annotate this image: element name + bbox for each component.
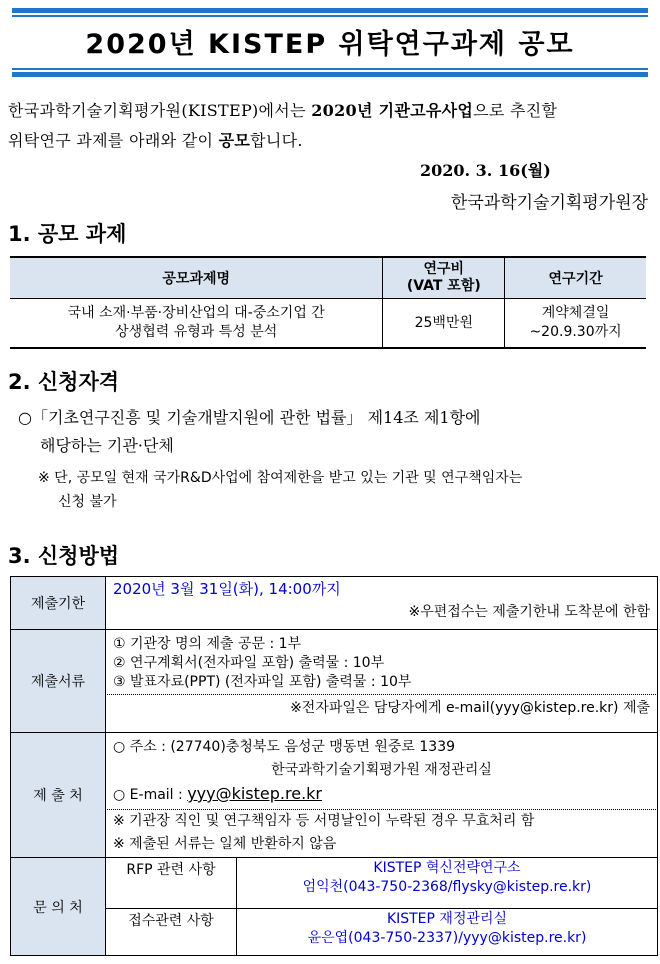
title-rule-bottom-thin: [12, 68, 648, 70]
page-title: 2020년 KISTEP 위탁연구과제 공모: [85, 29, 575, 60]
signature: 한국과학기술기획평가원장: [450, 193, 648, 213]
intro-bold-1: 2020년 기관고유사업: [311, 101, 474, 120]
section1-heading: 1. 공모 과제: [8, 222, 127, 246]
receipt-contact-org: KISTEP 재정관리실: [386, 911, 508, 927]
destination-notes: [107, 809, 656, 856]
eligibility-line1: ○「기초연구진흥 및 기술개발지원에 관한 법률」 제14조 제1항에: [18, 408, 481, 427]
intro-paragraph: [8, 96, 652, 156]
announcement-date: 2020. 3. 16(월): [420, 161, 551, 180]
deadline-cell: [106, 577, 658, 630]
eligibility-note: [38, 466, 650, 514]
address-line: ○ 주소 : (27740)충청북도 음성군 맹동면 원중로 1339: [113, 739, 456, 755]
receipt-contact: [237, 909, 658, 956]
header-budget: 연구비 (VAT 포함): [383, 257, 505, 299]
project-table: [10, 256, 646, 349]
table-row: [10, 299, 646, 349]
project-name-cell: [10, 299, 383, 349]
inquiry-label: 문 의 처: [11, 858, 106, 956]
deadline-note: ※우편접수는 제출기한내 도착분에 한함: [408, 604, 650, 620]
period-line1: 계약체결일: [541, 305, 610, 321]
documents-row: [11, 630, 658, 733]
application-table: [10, 576, 658, 956]
email-link[interactable]: yyy@kistep.re.kr: [187, 784, 322, 803]
title-rule-top-thin: [12, 15, 648, 17]
intro-text-4: 합니다.: [250, 131, 303, 150]
header-project-name: 공모과제명: [10, 257, 383, 299]
project-name-line1: 국내 소재·부품·장비산업의 대-중소기업 간: [67, 305, 325, 321]
intro-text-1: 한국과학기술기획평가원(KISTEP)에서는: [8, 101, 312, 120]
documents-label: 제출서류: [11, 630, 106, 733]
inquiry-row-receipt: [11, 909, 658, 956]
title-rule-top: [12, 8, 648, 13]
deadline-row: [11, 577, 658, 630]
section2-heading: 2. 신청자격: [8, 370, 120, 394]
eligibility-text: [18, 404, 650, 460]
document-item-1: ① 기관장 명의 제출 공문 : 1부: [113, 636, 302, 652]
section3-heading: 3. 신청방법: [8, 544, 120, 568]
destination-note-2: ※ 제출된 서류는 일체 반환하지 않음: [113, 836, 337, 852]
document-item-3: ③ 발표자료(PPT) (전자파일 포함) 출력물 : 10부: [113, 674, 412, 690]
destination-row: [11, 733, 658, 858]
rfp-contact: [237, 858, 658, 909]
period-cell: [505, 299, 646, 349]
eligibility-line2: 해당하는 기관·단체: [40, 436, 174, 455]
eligibility-note-line1: ※ 단, 공모일 현재 국가R&D사업에 참여제한을 받고 있는 기관 및 연구책임자는: [38, 470, 523, 486]
documents-list: [107, 631, 656, 694]
intro-text-3: 위탁연구 과제를 아래와 같이: [8, 131, 219, 150]
eligibility-note-line2: 신청 불가: [58, 494, 117, 510]
intro-bold-2: 공모: [218, 131, 251, 150]
address-line2: 한국과학기술기획평가원 재정관리실: [271, 762, 492, 778]
project-table-header: [10, 257, 646, 299]
period-line2: ~20.9.30까지: [529, 324, 622, 340]
deadline-label: 제출기한: [11, 577, 106, 630]
email-prefix: ○ E-mail :: [113, 787, 188, 803]
email-line: [107, 782, 656, 809]
budget-cell: 25백만원: [383, 299, 505, 349]
destination-note-1: ※ 기관장 직인 및 연구책임자 등 서명날인이 누락된 경우 무효처리 함: [113, 813, 535, 829]
destination-cell: [106, 733, 658, 858]
project-name-line2: 상생협력 유형과 특성 분석: [115, 324, 278, 340]
rfp-contact-person[interactable]: 엄익천(043-750-2368/flysky@kistep.re.kr): [302, 879, 592, 895]
documents-note: ※전자파일은 담당자에게 e-mail(yyy@kistep.re.kr) 제출: [107, 694, 656, 722]
inquiry-row-rfp: [11, 858, 658, 909]
rfp-label: RFP 관련 사항: [106, 858, 237, 909]
header-period: 연구기간: [505, 257, 646, 299]
receipt-label: 접수관련 사항: [106, 909, 237, 956]
documents-cell: [106, 630, 658, 733]
deadline-value: 2020년 3월 31일(화), 14:00까지: [113, 580, 341, 598]
intro-text-2: 으로 추진할: [473, 101, 558, 120]
document-item-2: ② 연구계획서(전자파일 포함) 출력물 : 10부: [113, 655, 385, 671]
receipt-contact-person[interactable]: 윤은엽(043-750-2337)/yyy@kistep.re.kr): [307, 930, 587, 946]
rfp-contact-org: KISTEP 혁신전략연구소: [373, 860, 521, 876]
destination-label: 제 출 처: [11, 733, 106, 858]
title-rule-bottom: [12, 72, 648, 77]
title-banner: [12, 8, 648, 66]
